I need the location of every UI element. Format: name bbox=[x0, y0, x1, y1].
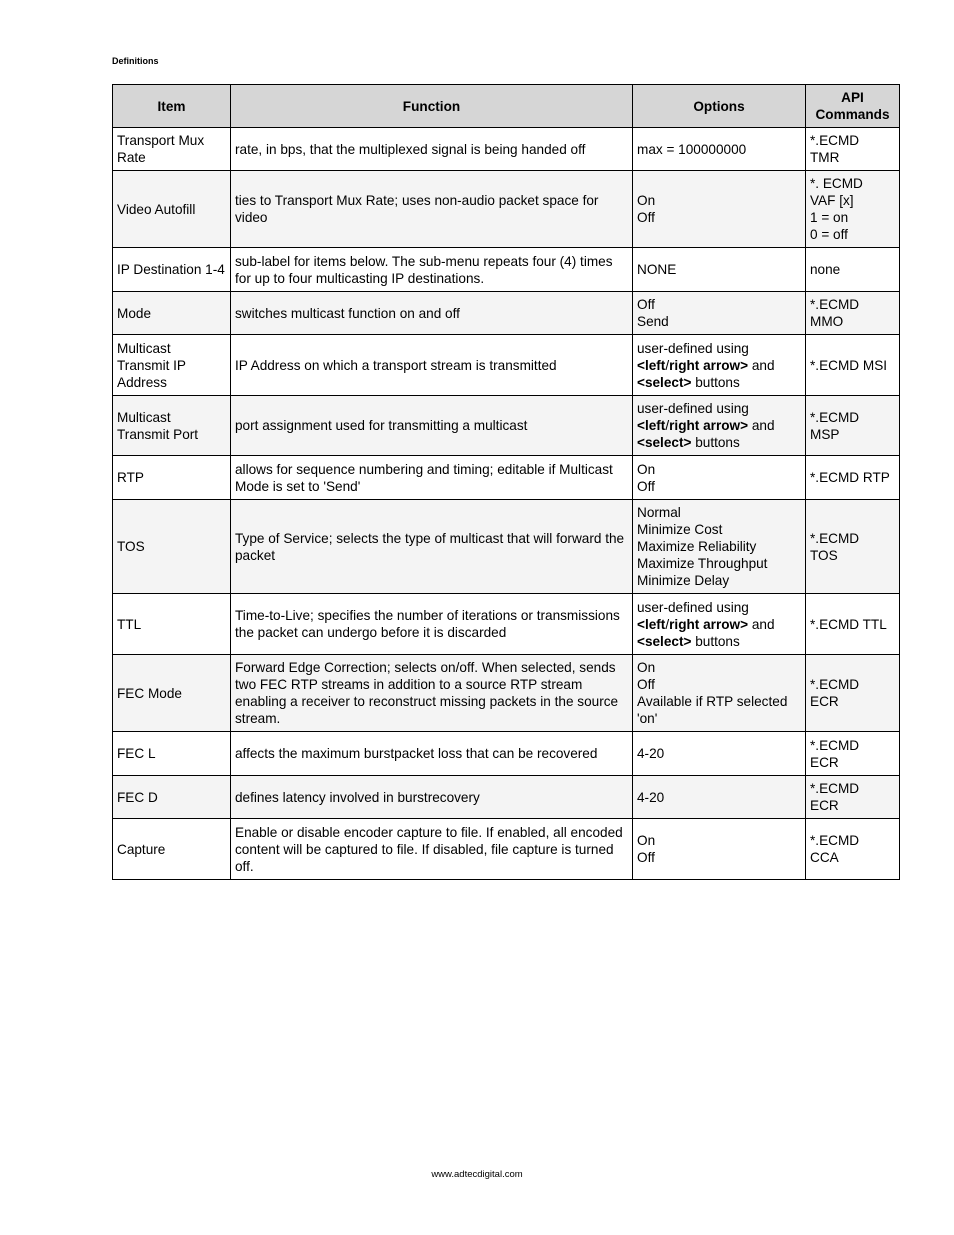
option-line bbox=[637, 296, 801, 313]
option-text: Minimize Delay bbox=[637, 573, 730, 588]
cell-item: Multicast Transmit Port bbox=[113, 396, 231, 456]
option-text: <left bbox=[637, 357, 666, 373]
option-text: / bbox=[665, 616, 670, 632]
api-line: *.ECMD bbox=[810, 781, 860, 796]
cell-function: allows for sequence numbering and timing; editable if Multicast Mode is set to 'Send' bbox=[231, 456, 633, 500]
api-line: none bbox=[810, 262, 841, 277]
option-text: right arrow> bbox=[669, 357, 749, 373]
cell-item: FEC D bbox=[113, 776, 231, 819]
option-line bbox=[637, 504, 801, 521]
option-line bbox=[637, 572, 801, 589]
cell-options bbox=[633, 732, 806, 776]
option-text: Off bbox=[637, 478, 655, 494]
option-text: <select> bbox=[637, 633, 692, 649]
cell-item: TTL bbox=[113, 594, 231, 655]
cell-function: Time-to-Live; specifies the number of iterations or transmissions the packet can undergo before it is discarded bbox=[231, 594, 633, 655]
option-text: and bbox=[748, 357, 775, 373]
option-text: right arrow> bbox=[669, 418, 749, 433]
option-line bbox=[637, 417, 801, 434]
header-options: Options bbox=[633, 85, 806, 128]
api-line: *.ECMD bbox=[810, 677, 860, 692]
option-line bbox=[637, 693, 801, 727]
table-row bbox=[113, 171, 900, 248]
option-text: / bbox=[665, 357, 670, 373]
api-line: *.ECMD TTL bbox=[810, 616, 887, 632]
api-line: MSP bbox=[810, 426, 840, 442]
cell-api-command bbox=[806, 594, 900, 655]
cell-options bbox=[633, 248, 806, 292]
api-line: MMO bbox=[810, 314, 844, 329]
cell-function: switches multicast function on and off bbox=[231, 292, 633, 335]
cell-api-command bbox=[806, 655, 900, 732]
cell-api-command bbox=[806, 500, 900, 594]
cell-options bbox=[633, 500, 806, 594]
cell-item: Video Autofill bbox=[113, 171, 231, 248]
cell-function: defines latency involved in burstrecovery bbox=[231, 776, 633, 819]
option-text: <left bbox=[637, 616, 666, 632]
api-line: ECR bbox=[810, 798, 839, 813]
option-text: 4-20 bbox=[637, 746, 665, 761]
option-text: Maximize Throughput bbox=[637, 556, 768, 571]
table-row bbox=[113, 819, 900, 880]
option-line bbox=[637, 599, 801, 616]
header-function: Function bbox=[231, 85, 633, 128]
cell-function: Forward Edge Correction; selects on/off. When selected, sends two FEC RTP streams in addition to a source RTP stream enabling a receiver to reconstruct missing packets in the source stream. bbox=[231, 655, 633, 732]
option-text: user-defined using bbox=[637, 401, 749, 416]
option-line bbox=[637, 745, 801, 762]
api-line: *.ECMD RTP bbox=[810, 470, 890, 485]
option-text: buttons bbox=[691, 633, 740, 649]
option-line bbox=[637, 461, 801, 478]
option-line bbox=[637, 478, 801, 495]
table-body bbox=[113, 128, 900, 880]
option-line bbox=[637, 141, 801, 158]
option-text: Normal bbox=[637, 505, 681, 520]
table-row bbox=[113, 292, 900, 335]
option-text: user-defined using bbox=[637, 599, 749, 615]
table-row bbox=[113, 456, 900, 500]
option-text: and bbox=[748, 616, 775, 632]
cell-api-command bbox=[806, 335, 900, 396]
cell-function: Enable or disable encoder capture to file. If enabled, all encoded content will be captured to file. If disabled, file capture is turned off. bbox=[231, 819, 633, 880]
option-text: and bbox=[748, 418, 775, 433]
cell-api-command bbox=[806, 171, 900, 248]
option-line bbox=[637, 261, 801, 278]
option-text: user-defined using bbox=[637, 340, 749, 356]
table-row bbox=[113, 248, 900, 292]
api-line: 1 = on bbox=[810, 210, 849, 225]
option-line bbox=[637, 633, 801, 650]
option-text: Maximize Reliability bbox=[637, 539, 757, 554]
table-row bbox=[113, 396, 900, 456]
cell-item: RTP bbox=[113, 456, 231, 500]
option-line bbox=[637, 400, 801, 417]
option-line bbox=[637, 659, 801, 676]
table-row bbox=[113, 776, 900, 819]
definitions-table bbox=[112, 84, 900, 880]
option-text: buttons bbox=[691, 435, 740, 450]
cell-api-command bbox=[806, 248, 900, 292]
cell-api-command bbox=[806, 128, 900, 171]
cell-options bbox=[633, 335, 806, 396]
table-row bbox=[113, 335, 900, 396]
option-text: <left bbox=[637, 418, 666, 433]
option-line bbox=[637, 521, 801, 538]
option-line bbox=[637, 789, 801, 806]
api-line: ECR bbox=[810, 754, 839, 770]
cell-function: rate, in bps, that the multiplexed signal is being handed off bbox=[231, 128, 633, 171]
option-text: On bbox=[637, 833, 656, 848]
option-line bbox=[637, 676, 801, 693]
cell-options bbox=[633, 776, 806, 819]
option-text: max = 100000000 bbox=[637, 141, 747, 157]
table-row bbox=[113, 594, 900, 655]
table-row bbox=[113, 655, 900, 732]
api-line: *.ECMD bbox=[810, 530, 860, 546]
cell-function: ties to Transport Mux Rate; uses non-audio packet space for video bbox=[231, 171, 633, 248]
cell-function: affects the maximum burstpacket loss that can be recovered bbox=[231, 732, 633, 776]
option-text: Off bbox=[637, 850, 655, 865]
option-text: Send bbox=[637, 314, 669, 329]
cell-api-command bbox=[806, 396, 900, 456]
footer-url: www.adtecdigital.com bbox=[431, 1169, 523, 1180]
api-line: *.ECMD MSI bbox=[810, 357, 888, 373]
api-line: *. ECMD bbox=[810, 176, 863, 191]
option-text: buttons bbox=[691, 374, 740, 390]
cell-options bbox=[633, 819, 806, 880]
cell-api-command bbox=[806, 456, 900, 500]
cell-api-command bbox=[806, 819, 900, 880]
cell-item: Transport Mux Rate bbox=[113, 128, 231, 171]
api-line: CCA bbox=[810, 850, 839, 865]
option-text: On bbox=[637, 461, 656, 477]
option-text: NONE bbox=[637, 262, 677, 277]
cell-options bbox=[633, 292, 806, 335]
option-text: / bbox=[665, 418, 670, 433]
cell-function: sub-label for items below. The sub-menu repeats four (4) times for up to four multicasting IP destinations. bbox=[231, 248, 633, 292]
cell-function: port assignment used for transmitting a multicast bbox=[231, 396, 633, 456]
cell-item: IP Destination 1-4 bbox=[113, 248, 231, 292]
option-line bbox=[637, 538, 801, 555]
cell-options bbox=[633, 655, 806, 732]
option-text: Minimize Cost bbox=[637, 522, 723, 537]
option-line bbox=[637, 374, 801, 391]
cell-item: Mode bbox=[113, 292, 231, 335]
option-line bbox=[637, 357, 801, 374]
cell-function: IP Address on which a transport stream is transmitted bbox=[231, 335, 633, 396]
header-item: Item bbox=[113, 85, 231, 128]
option-line bbox=[637, 313, 801, 330]
cell-options bbox=[633, 171, 806, 248]
header-api-commands: API Commands bbox=[806, 85, 900, 128]
option-text: Available if RTP selected 'on' bbox=[637, 694, 788, 726]
cell-item: FEC L bbox=[113, 732, 231, 776]
table-row bbox=[113, 128, 900, 171]
cell-item: FEC Mode bbox=[113, 655, 231, 732]
option-line bbox=[637, 849, 801, 866]
option-text: <select> bbox=[637, 374, 692, 390]
option-text: 4-20 bbox=[637, 789, 665, 805]
option-text: Off bbox=[637, 677, 655, 692]
cell-api-command bbox=[806, 776, 900, 819]
option-line bbox=[637, 340, 801, 357]
table-row bbox=[113, 500, 900, 594]
api-line: *.ECMD bbox=[810, 737, 860, 753]
cell-item: Capture bbox=[113, 819, 231, 880]
option-text: On bbox=[637, 660, 656, 675]
option-text: Off bbox=[637, 210, 655, 225]
cell-item: Multicast Transmit IP Address bbox=[113, 335, 231, 396]
option-text: right arrow> bbox=[669, 616, 749, 632]
api-line: *.ECMD bbox=[810, 297, 860, 312]
option-text: On bbox=[637, 193, 656, 208]
api-line: TMR bbox=[810, 150, 840, 165]
table-row bbox=[113, 732, 900, 776]
cell-function: Type of Service; selects the type of multicast that will forward the packet bbox=[231, 500, 633, 594]
api-line: *.ECMD bbox=[810, 833, 860, 848]
api-line: ECR bbox=[810, 694, 839, 709]
table-header-row bbox=[113, 85, 900, 128]
cell-api-command bbox=[806, 732, 900, 776]
option-line bbox=[637, 209, 801, 226]
cell-options bbox=[633, 128, 806, 171]
cell-item: TOS bbox=[113, 500, 231, 594]
api-line: VAF [x] bbox=[810, 193, 854, 208]
option-line bbox=[637, 192, 801, 209]
api-line: *.ECMD bbox=[810, 133, 860, 148]
cell-api-command bbox=[806, 292, 900, 335]
option-text: Off bbox=[637, 297, 655, 312]
api-line: *.ECMD bbox=[810, 409, 860, 425]
section-title: Definitions bbox=[112, 56, 159, 66]
api-line: TOS bbox=[810, 547, 838, 563]
option-text: <select> bbox=[637, 435, 692, 450]
option-line bbox=[637, 616, 801, 633]
cell-options bbox=[633, 456, 806, 500]
option-line bbox=[637, 832, 801, 849]
cell-options bbox=[633, 396, 806, 456]
option-line bbox=[637, 555, 801, 572]
cell-options bbox=[633, 594, 806, 655]
option-line bbox=[637, 434, 801, 451]
api-line: 0 = off bbox=[810, 227, 848, 242]
